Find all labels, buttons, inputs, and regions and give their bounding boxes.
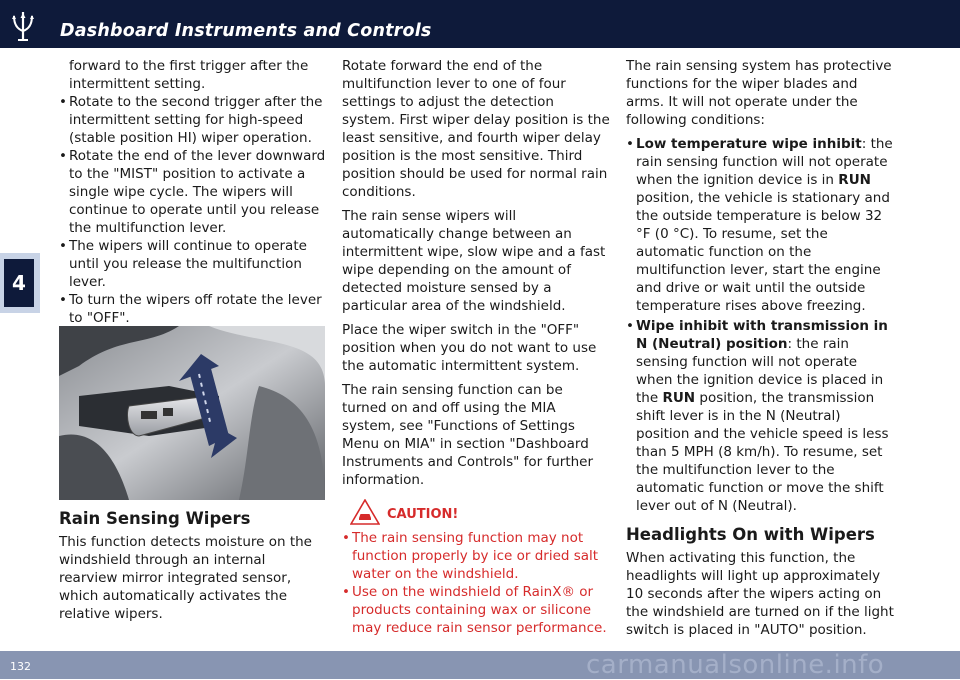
paragraph: The rain sense wipers will automatically change between an intermittent wipe, slow wipe and a fast wipe depending on the amount of detected moisture sensed by a particular area of the windshield. [342,208,606,314]
bullet-text: position, the vehicle is stationary and the outside temperature is below 32 °F (0 °C). To resume, set the automatic function on the multifunction lever, start the engine and drive or wait until the outside temperature rises above freezing. [636,190,890,314]
watermark: carmanualsonline.info [586,650,885,680]
list-item: • Rotate to the second trigger after the intermittent setting for high-speed (stable position HI) wiper operation. [59,93,327,147]
bullet-title: Wipe inhibit with transmission in N (Neutral) position [636,318,888,352]
chapter-number: 4 [4,259,34,307]
caution-box [342,499,610,525]
caution-list [342,529,610,637]
column-2 [342,57,610,637]
bullet-title: Low temperature wipe inhibit [636,136,862,152]
list-item [626,317,896,515]
list-item: • To turn the wipers off rotate the lever to "OFF". [59,291,327,327]
column-3 [626,57,896,645]
run-label: RUN [838,172,871,188]
list-item: • Rotate the end of the lever downward to the "MIST" position to activate a single wipe cycle. The wipers will continue to operate until you release the multifunction lever. [59,147,327,237]
paragraph: The rain sensing function can be turned on and off using the MIA system, see "Functions of Settings Menu on MIA" in section "Dashboard Instruments and Controls" for further information. [342,382,594,488]
bullet-text: : the rain sensing function will not operate when the ignition device is in [636,136,893,188]
column-1 [59,57,327,327]
inhibit-bullet-list [626,135,896,515]
list-item: • Use on the windshield of RainX® or products containing wax or silicone may reduce rain sensor performance. [342,583,610,637]
section-heading: Rain Sensing Wipers [59,509,251,528]
section-title: Dashboard Instruments and Controls [60,21,432,41]
paragraph: This function detects moisture on the windshield through an internal rearview mirror integrated sensor, which automatically activates the relative wipers. [59,534,312,622]
paragraph: The rain sensing system has protective functions for the wiper blades and arms. It will not operate under the following conditions: [626,58,892,128]
bullet-text: : the rain sensing function will not operate when the ignition device is placed in the [636,336,884,406]
paragraph: Rotate forward the end of the multifunction lever to one of four settings to adjust the detection system. First wiper delay position is the least sensitive, and fourth wiper delay position is the most sensitive. Third position should be used for normal rain conditions. [342,58,610,200]
list-item: • The rain sensing function may not function properly by ice or dried salt water on the windshield. [342,529,610,583]
caution-car-icon [350,499,380,525]
list-item [626,135,896,315]
bullet-text: position, the transmission shift lever is in the N (Neutral) position and the vehicle speed is less than 5 MPH (8 km/h). To resume, set the multifunction lever to the automatic function or move the shift lever out of N (Neutral). [636,390,889,514]
page-header [0,0,960,48]
chapter-tab [0,253,40,313]
trident-logo-icon [8,10,38,42]
run-label: RUN [662,390,696,406]
page-number: 132 [10,660,31,673]
paragraph: When activating this function, the headlights will light up approximately 10 seconds after the wipers acting on the windshield are turned on if the light switch is placed in "AUTO" position. [626,550,894,638]
rain-sensing-section [59,509,327,629]
wiper-bullet-list [59,93,327,327]
list-item: • The wipers will continue to operate until you release the multifunction lever. [59,237,327,291]
continued-text: forward to the first trigger after the intermittent setting. [69,58,309,92]
caution-title: CAUTION! [387,507,459,522]
wiper-lever-photo [59,326,325,500]
paragraph: Place the wiper switch in the "OFF" position when you do not want to use the automatic intermittent system. [342,322,597,374]
section-heading: Headlights On with Wipers [626,525,875,544]
